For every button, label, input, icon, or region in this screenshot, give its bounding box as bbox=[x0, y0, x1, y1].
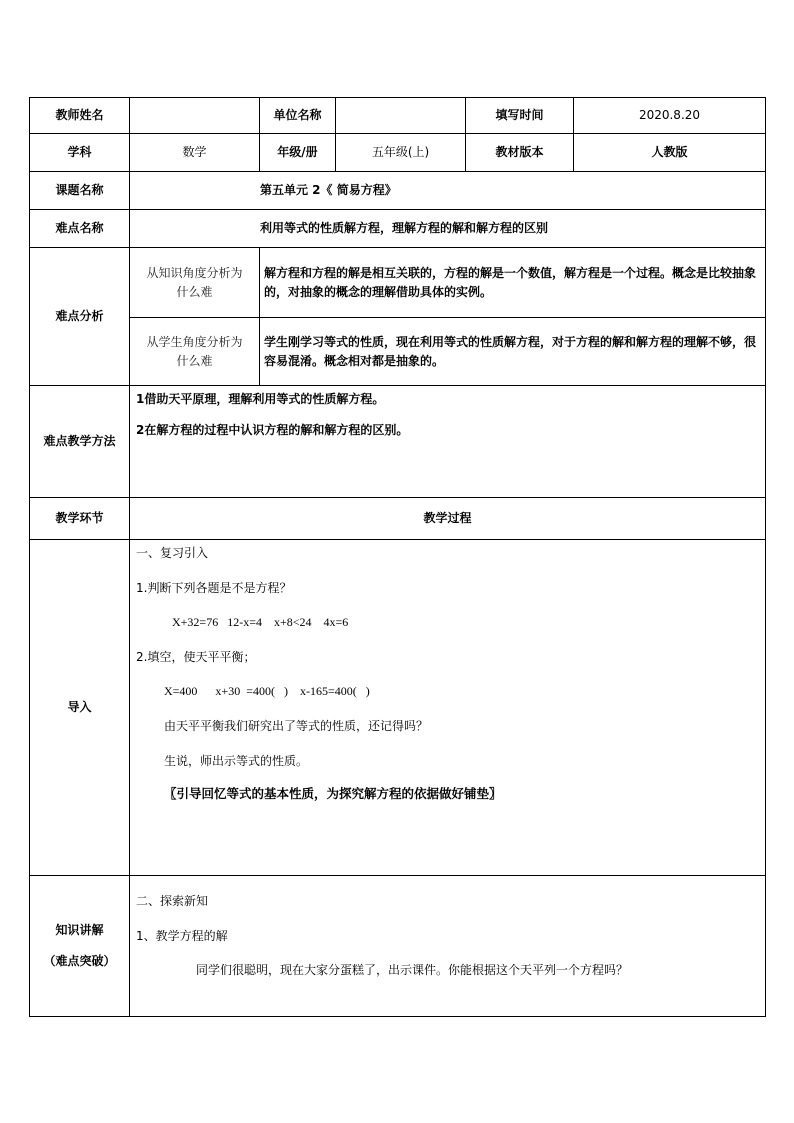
knowledge-content[interactable] bbox=[130, 876, 766, 1017]
knowledge-label-line2: （难点突破） bbox=[43, 954, 116, 968]
unit-value[interactable] bbox=[336, 98, 466, 134]
row-difficulty bbox=[30, 210, 766, 248]
row-analysis-student bbox=[30, 318, 766, 386]
intro-note: 〖引导回忆等式的基本性质，为探究解方程的依据做好铺垫〗 bbox=[164, 786, 502, 802]
method-item-1: 1借助天平原理，理解利用等式的性质解方程。 bbox=[136, 392, 385, 406]
difficulty-value[interactable]: 利用等式的性质解方程，理解方程的解和解方程的区别 bbox=[130, 210, 766, 248]
row-intro bbox=[30, 540, 766, 876]
grade-value[interactable]: 五年级(上) bbox=[336, 134, 466, 172]
row-knowledge bbox=[30, 876, 766, 1017]
edition-value[interactable]: 人教版 bbox=[574, 134, 766, 172]
knowledge-heading: 二、探索新知 bbox=[136, 894, 209, 908]
difficulty-label: 难点名称 bbox=[30, 210, 130, 248]
teacher-label: 教师姓名 bbox=[30, 98, 130, 134]
grade-label: 年级/册 bbox=[260, 134, 336, 172]
subject-value[interactable]: 数学 bbox=[130, 134, 260, 172]
stage-label: 教学环节 bbox=[30, 498, 130, 540]
row-subject bbox=[30, 134, 766, 172]
intro-q1: 1.判断下列各题是不是方程？ bbox=[136, 580, 292, 595]
row-process-header bbox=[30, 498, 766, 540]
method-item-2: 2在解方程的过程中认识方程的解和解方程的区别。 bbox=[136, 422, 409, 437]
date-label: 填写时间 bbox=[466, 98, 574, 134]
date-value[interactable]: 2020.8.20 bbox=[574, 98, 766, 134]
knowledge-angle-label: 从知识角度分析为什么难 bbox=[130, 248, 260, 318]
row-title bbox=[30, 172, 766, 210]
intro-content[interactable] bbox=[130, 540, 766, 876]
process-label: 教学过程 bbox=[130, 498, 766, 540]
lesson-plan-table bbox=[29, 97, 766, 1017]
knowledge-sub: 1、教学方程的解 bbox=[136, 928, 228, 943]
knowledge-label-line1: 知识讲解 bbox=[55, 923, 104, 938]
intro-label: 导入 bbox=[30, 540, 130, 876]
knowledge-p1: 同学们很聪明，现在大家分蛋糕了，出示课件。你能根据这个天平列一个方程吗？ bbox=[196, 963, 629, 978]
title-label: 课题名称 bbox=[30, 172, 130, 210]
knowledge-angle-text[interactable]: 解方程和方程的解是相互关联的，方程的解是一个数值，解方程是一个过程。概念是比较抽象的，对抽象的概念的理解借助具体的实例。 bbox=[260, 248, 766, 318]
intro-q1-items: X+32=76 12-x=4 x+8<24 4x=6 bbox=[172, 615, 349, 630]
analysis-label: 难点分析 bbox=[30, 248, 130, 386]
subject-label: 学科 bbox=[30, 134, 130, 172]
intro-heading: 一、复习引入 bbox=[136, 546, 209, 560]
row-teacher bbox=[30, 98, 766, 134]
row-analysis-knowledge bbox=[30, 248, 766, 318]
knowledge-label-cell bbox=[30, 876, 130, 1017]
edition-label: 教材版本 bbox=[466, 134, 574, 172]
teacher-value[interactable] bbox=[130, 98, 260, 134]
unit-label: 单位名称 bbox=[260, 98, 336, 134]
intro-q2: 2.填空，使天平平衡； bbox=[136, 649, 256, 664]
method-label: 难点教学方法 bbox=[30, 386, 130, 498]
student-angle-text[interactable]: 学生刚学习等式的性质，现在利用等式的性质解方程，对于方程的解和解方程的理解不够，很容易混淆。概念相对都是抽象的。 bbox=[260, 318, 766, 386]
student-angle-label: 从学生角度分析为什么难 bbox=[130, 318, 260, 386]
method-content[interactable] bbox=[130, 386, 766, 498]
intro-p2: 生说，师出示等式的性质。 bbox=[164, 753, 309, 768]
row-method bbox=[30, 386, 766, 498]
intro-p1: 由天平平衡我们研究出了等式的性质，还记得吗？ bbox=[164, 718, 429, 733]
title-value[interactable]: 第五单元 2《 简易方程》 bbox=[130, 172, 766, 210]
intro-q2-items: X=400 x+30 =400( ) x-165=400( ) bbox=[164, 684, 370, 699]
